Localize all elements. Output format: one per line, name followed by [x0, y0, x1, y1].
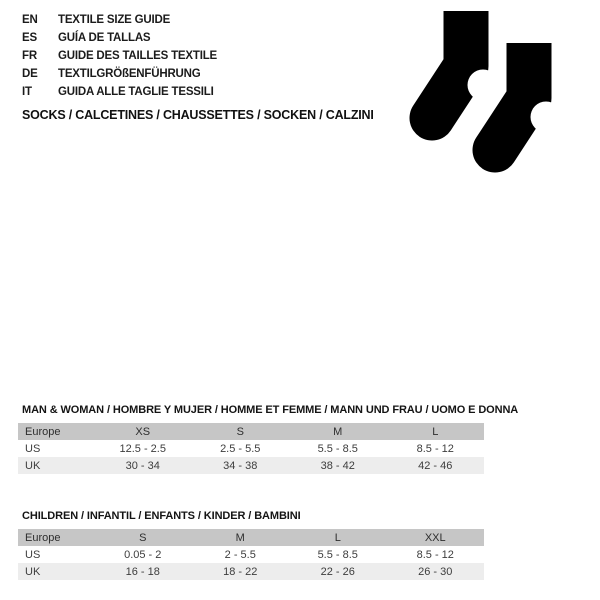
size-table-section-adult — [18, 404, 519, 474]
language-code: DE — [22, 68, 38, 80]
table-title-children: CHILDREN / INFANTIL / ENFANTS / KINDER / BAMBINI — [22, 510, 301, 522]
column-header-size: XXL — [424, 531, 446, 544]
language-row — [22, 47, 217, 65]
column-header-size: L — [334, 531, 341, 544]
language-row — [22, 11, 217, 29]
column-header-size: S — [236, 425, 244, 438]
column-header-size: M — [235, 531, 245, 544]
row-label: UK — [25, 565, 41, 578]
language-code: ES — [22, 32, 37, 44]
size-value: 2.5 - 5.5 — [220, 442, 261, 455]
table-row — [18, 546, 484, 563]
column-header-size: XS — [135, 425, 151, 438]
size-value: 38 - 42 — [320, 459, 355, 472]
size-table-adult — [18, 423, 484, 474]
language-row — [22, 29, 217, 47]
size-value: 12.5 - 2.5 — [119, 442, 166, 455]
size-value: 5.5 - 8.5 — [317, 548, 358, 561]
column-header-size: S — [139, 531, 147, 544]
row-label: UK — [25, 459, 41, 472]
language-code: FR — [22, 50, 37, 62]
socks-icon — [409, 11, 557, 177]
language-label: GUIDE DES TAILLES TEXTILE — [58, 50, 217, 62]
size-value: 34 - 38 — [223, 459, 258, 472]
size-value: 2 - 5.5 — [224, 548, 256, 561]
column-header-region: Europe — [25, 531, 61, 544]
size-value: 8.5 - 12 — [416, 442, 454, 455]
language-label: TEXTILGRÖßENFÜHRUNG — [58, 68, 201, 80]
language-list — [22, 11, 217, 101]
size-value: 30 - 34 — [125, 459, 160, 472]
size-value: 22 - 26 — [320, 565, 355, 578]
size-value: 5.5 - 8.5 — [317, 442, 358, 455]
sock-left-icon — [432, 11, 499, 118]
table-row — [18, 457, 484, 474]
size-value: 8.5 - 12 — [416, 548, 454, 561]
category-title: SOCKS / CALCETINES / CHAUSSETTES / SOCKEN / CALZINI — [22, 108, 374, 122]
size-value: 26 - 30 — [418, 565, 453, 578]
table-row — [18, 440, 484, 457]
table-row — [18, 563, 484, 580]
size-value: 16 - 18 — [125, 565, 160, 578]
row-label: US — [25, 548, 41, 561]
language-code: EN — [22, 14, 38, 26]
size-table-section-children — [18, 510, 484, 580]
language-row — [22, 83, 217, 101]
row-label: US — [25, 442, 41, 455]
language-row — [22, 65, 217, 83]
size-value: 18 - 22 — [223, 565, 258, 578]
table-header-row — [18, 423, 484, 440]
table-title-adult: MAN & WOMAN / HOMBRE Y MUJER / HOMME ET FEMME / MANN UND FRAU / UOMO E DONNA — [22, 404, 519, 416]
sock-right-icon — [495, 43, 557, 150]
column-header-region: Europe — [25, 425, 61, 438]
table-header-row — [18, 529, 484, 546]
size-value: 0.05 - 2 — [124, 548, 162, 561]
size-value: 42 - 46 — [418, 459, 453, 472]
language-label: GUIDA ALLE TAGLIE TESSILI — [58, 86, 214, 98]
language-code: IT — [22, 86, 32, 98]
language-label: GUÍA DE TALLAS — [58, 32, 151, 44]
language-label: TEXTILE SIZE GUIDE — [58, 14, 171, 26]
size-table-children — [18, 529, 484, 580]
column-header-size: M — [333, 425, 343, 438]
column-header-size: L — [432, 425, 439, 438]
